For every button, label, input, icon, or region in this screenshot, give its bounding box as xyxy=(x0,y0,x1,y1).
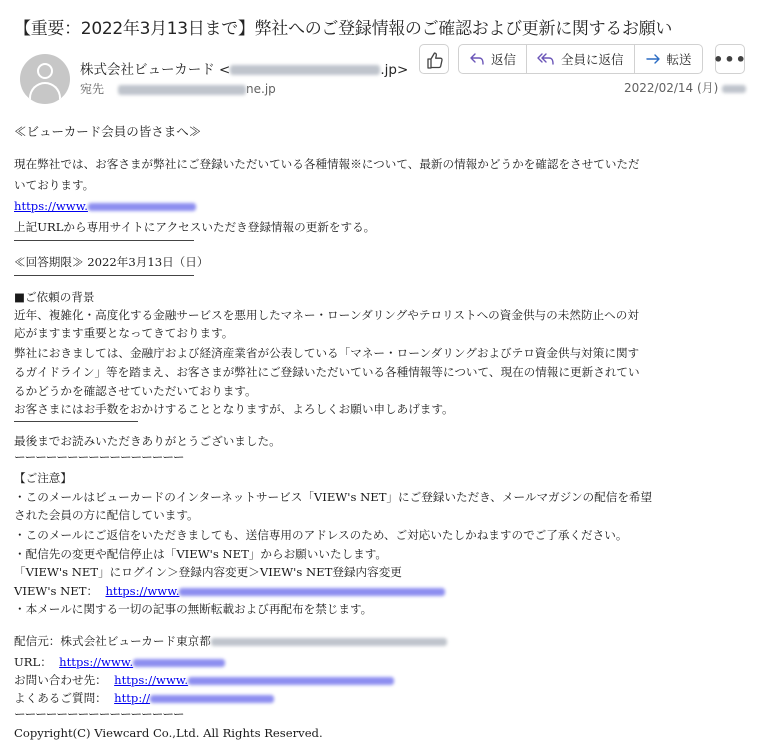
greeting: ≪ビューカード会員の皆さまへ≫ xyxy=(14,124,202,139)
url-label: URL： xyxy=(14,655,52,669)
forward-button[interactable] xyxy=(635,45,702,73)
reply-icon xyxy=(469,52,485,66)
paragraph-line: いております。 xyxy=(14,178,95,192)
paragraph-line: 近年、複雑化・高度化する金融サービスを悪用したマネー・ローンダリングやテロリストへの資金供与の未然防止への対 xyxy=(14,308,639,322)
to-domain-suffix: ne.jp xyxy=(246,82,276,96)
paragraph-line: 応がますます重要となってきております。 xyxy=(14,326,234,340)
copyright: Copyright(C) Viewcard Co.,Ltd. All Rights Reserved. xyxy=(14,726,323,740)
paragraph-line: ・配信先の変更や配信停止は「VIEW's NET」からお願いいたします。 xyxy=(14,547,388,561)
from-line xyxy=(14,633,447,649)
avatar-icon[interactable] xyxy=(20,54,70,104)
faq-label: よくあるご質問： xyxy=(14,691,107,705)
paragraph-line: 上記URLから専用サイトにアクセスいただき登録情報の更新をする。 xyxy=(14,220,376,234)
company-url-link[interactable]: https://www. xyxy=(59,655,134,669)
sender-address-suffix: .jp> xyxy=(380,62,409,78)
email-subject: 【重要：2022年3月13日まで】弊社へのご登録情報のご確認および更新に関するお願い xyxy=(14,19,673,39)
dash-divider: ーーーーーーーーーーーーーーーー xyxy=(14,450,184,464)
from-label: 配信元：株式会社ビューカード東京都 xyxy=(14,634,211,648)
sender-address-open: < xyxy=(219,62,231,78)
update-link[interactable] xyxy=(14,199,196,213)
redacted-address xyxy=(211,638,447,646)
sender[interactable] xyxy=(80,58,408,78)
redacted-link xyxy=(133,659,225,667)
url-line xyxy=(14,654,225,670)
faq-link[interactable]: http:// xyxy=(114,691,151,705)
redacted-link xyxy=(179,588,445,596)
more-icon: ••• xyxy=(713,49,747,69)
redacted-link xyxy=(150,695,274,703)
paragraph-line: された会員の方に配信しています。 xyxy=(14,508,199,522)
paragraph-line: ・このメールにご返信をいただきましても、送信専用のアドレスのため、ご対応いたしかねますのでご了承ください。 xyxy=(14,528,628,542)
message-actions xyxy=(458,44,703,74)
redacted-time xyxy=(722,85,746,93)
like-button[interactable] xyxy=(419,44,449,74)
viewsnet-link[interactable]: https://www. xyxy=(105,584,180,598)
paragraph-line: るかどうかを確認させていただいております。 xyxy=(14,384,257,398)
sender-name: 株式会社ビューカード xyxy=(80,62,215,78)
divider xyxy=(14,275,194,276)
redacted-link xyxy=(88,203,196,211)
date-text: 2022/02/14 (月) xyxy=(624,81,719,95)
section-heading: 【ご注意】 xyxy=(14,471,72,485)
section-heading: ■ご依頼の背景 xyxy=(14,290,95,304)
reply-all-icon xyxy=(537,52,555,66)
contact-link[interactable]: https://www. xyxy=(114,673,189,687)
redacted-link xyxy=(188,677,394,685)
paragraph-line: お客さまにはお手数をおかけすることとなりますが、よろしくお願い申しあげます。 xyxy=(14,402,454,416)
paragraph-line: ・本メールに関する一切の記事の無断転載および再配布を禁じます。 xyxy=(14,602,373,616)
more-actions-button[interactable] xyxy=(715,44,745,74)
viewsnet-label: VIEW's NET： xyxy=(14,584,99,598)
paragraph-line: 現在弊社では、お客さまが弊社にご登録いただいている各種情報※について、最新の情報かどうかを確認をさせていただ xyxy=(14,157,640,171)
reply-all-button[interactable] xyxy=(527,45,635,73)
to-label: 宛先 xyxy=(80,82,105,96)
reply-label: 返信 xyxy=(491,52,517,67)
redacted-recipient xyxy=(118,85,246,95)
divider xyxy=(14,421,138,422)
update-link-text[interactable]: https://www. xyxy=(14,199,88,213)
contact-line xyxy=(14,672,394,688)
dash-divider: ーーーーーーーーーーーーーーーー xyxy=(14,707,184,721)
recipient-line xyxy=(80,80,276,97)
viewsnet-line xyxy=(14,583,445,599)
received-date xyxy=(624,79,746,96)
contact-label: お問い合わせ先： xyxy=(14,673,107,687)
faq-line xyxy=(14,690,274,706)
forward-label: 転送 xyxy=(666,52,692,67)
paragraph-line: 弊社におきましては、金融庁および経済産業省が公表している「マネー・ローンダリングおよびテロ資金供与対策に関す xyxy=(14,346,640,360)
thanks: 最後までお読みいただきありがとうございました。 xyxy=(14,434,281,448)
redacted-sender-address xyxy=(230,65,380,75)
deadline: ≪回答期限≫ 2022年3月13日（日） xyxy=(14,255,209,269)
reply-button[interactable] xyxy=(459,45,527,73)
reply-all-label: 全員に返信 xyxy=(561,52,624,67)
divider xyxy=(14,240,194,241)
paragraph-line: 「VIEW's NET」にログイン＞登録内容変更＞VIEW's NET登録内容変更 xyxy=(14,565,402,579)
thumbs-up-icon xyxy=(420,45,450,75)
paragraph-line: るガイドライン」等を踏まえ、お客さまが弊社にご登録いただいている各種情報等について、現在の情報に更新されてい xyxy=(14,365,640,379)
forward-icon xyxy=(645,52,661,66)
paragraph-line: ・このメールはビューカードのインターネットサービス「VIEW's NET」にご登録いただき、メールマガジンの配信を希望 xyxy=(14,490,653,504)
